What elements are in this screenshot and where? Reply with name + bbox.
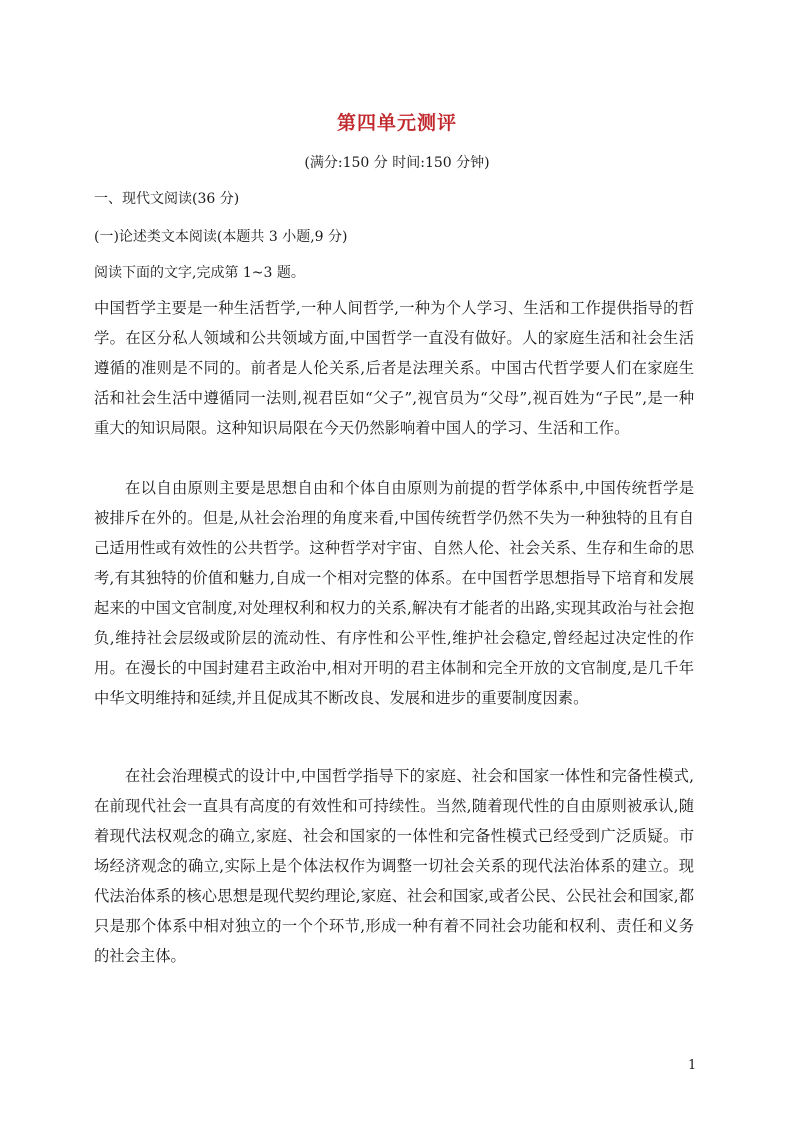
page-title: 第四单元测评	[336, 112, 457, 134]
exam-meta: (满分:150 分 时间:150 分钟)	[304, 155, 490, 171]
section-heading: 一、现代文阅读(36 分)	[94, 191, 240, 207]
paragraph-2: 在以自由原则主要是思想自由和个体自由原则为前提的哲学体系中,中国传统哲学是被排斥在外的。但是,从社会治理的角度来看,中国传统哲学仍然不失为一种独特的且有自己适用性或有效性的公共哲学。这种哲学对宇宙、自然人伦、社会关系、生存和生命的思考,有其独特的价值和魅力,自成一个相对完整的体系。在中国哲学思想指导下培育和发展起来的中国文官制度,对处理权利和权力的关系,解决有才能者的出路,实现其政治与社会抱负,维持社会层级或阶层的流动性、有序性和公平性,维护社会稳定,曾经起过决定性的作用。在漫长的中国封建君主政治中,相对开明的君主体制和完全开放的文官制度,是几千年中华文明维持和延续,并且促成其不断改良、发展和进步的重要制度因素。	[94, 479, 694, 707]
subsection-heading: (一)论述类文本阅读(本题共 3 小题,9 分)	[94, 229, 348, 245]
reading-instruction: 阅读下面的文字,完成第 1~3 题。	[94, 265, 305, 281]
page-number: 1	[688, 1058, 697, 1073]
paragraph-1: 中国哲学主要是一种生活哲学,一种人间哲学,一种为个人学习、生活和工作提供指导的哲学。在区分私人领域和公共领域方面,中国哲学一直没有做好。人的家庭生活和社会生活遵循的准则是不同的。前者是人伦关系,后者是法理关系。中国古代哲学要人们在家庭生活和社会生活中遵循同一法则,视君臣如“父子”,视官员为“父母”,视百姓为“子民”,是一种重大的知识局限。这种知识局限在今天仍然影响着中国人的学习、生活和工作。	[94, 299, 694, 437]
paragraph-3: 在社会治理模式的设计中,中国哲学指导下的家庭、社会和国家一体性和完备性模式,在前现代社会一直具有高度的有效性和可持续性。当然,随着现代性的自由原则被承认,随着现代法权观念的确立,家庭、社会和国家的一体性和完备性模式已经受到广泛质疑。市场经济观念的确立,实际上是个体法权作为调整一切社会关系的现代法治体系的建立。现代法治体系的核心思想是现代契约理论,家庭、社会和国家,或者公民、公民社会和国家,都只是那个体系中相对独立的一个个环节,形成一种有着不同社会功能和权利、责任和义务的社会主体。	[94, 767, 694, 965]
